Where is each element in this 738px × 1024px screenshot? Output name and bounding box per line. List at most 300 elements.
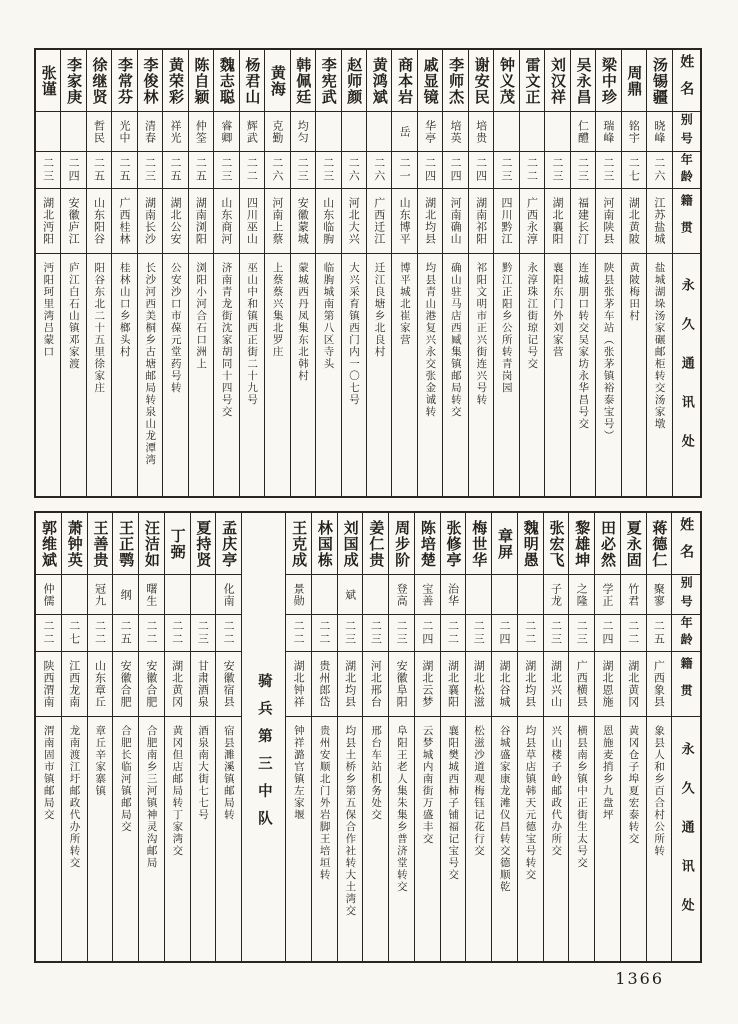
entry-name-text: 孟庆亭 [220,519,239,568]
entry-alias [569,575,594,615]
entry-alias-text: 登高 [395,582,409,607]
entry-address-text: 钟祥潞官镇左家堰 [292,725,305,821]
entry-column [311,513,337,961]
entry-address [87,254,111,496]
header-column [671,513,700,961]
entry-alias-text: 瑞峰 [601,119,615,144]
entry-age [647,152,671,189]
entry-name [622,50,646,112]
entry-age [544,615,569,652]
entry-alias [291,112,315,152]
entry-age-text: 二三 [601,157,615,183]
header-name-text: 姓名 [678,53,695,108]
entry-age-text: 二三 [576,157,590,183]
entry-address-text: 阳谷东北二十五里徐家庄 [93,262,106,394]
entry-column [465,513,491,961]
entry-name-text: 章屏 [496,527,515,560]
entry-alias [520,112,544,152]
entry-name-text: 李常芬 [116,56,135,105]
entry-origin [191,652,216,717]
entry-name [342,50,366,112]
header-address-text: 永久通讯处 [678,277,694,473]
entry-origin [544,652,569,717]
entry-age-text: 二三 [143,157,157,183]
entry-address [622,254,646,496]
entry-column [285,513,311,961]
entry-alias [466,575,491,615]
entry-alias-text: 睿卿 [219,119,233,144]
entry-address-text: 黄陂梅田村 [628,262,641,322]
entry-name [165,513,190,575]
entry-origin-text: 贵州郎岱 [317,660,331,708]
entry-age-text: 二一 [398,157,412,183]
entry-alias-text: 子龙 [549,582,563,607]
entry-age-text: 二四 [498,620,512,646]
entry-age [61,152,85,189]
entry-name [569,513,594,575]
entry-address-text: 云梦城内南街万盛丰交 [421,725,434,845]
entry-alias [214,112,238,152]
entry-column [621,50,646,496]
entry-address [216,717,241,961]
entry-alias-text: 光中 [118,119,132,144]
entry-column [646,50,671,496]
entry-origin-text: 湖北公安 [168,197,182,245]
entry-address-text: 黔江正阳乡公所转青岗园 [500,262,513,394]
entry-address-text: 襄阳东门外刘家营 [551,262,564,358]
entry-name [596,50,620,112]
entry-origin [240,189,264,254]
entry-address [214,254,238,496]
entry-address [88,717,113,961]
entry-name [36,513,61,575]
entry-age-text: 二六 [270,157,284,183]
entry-address [466,717,491,961]
entry-name-text: 韩佩廷 [294,56,313,105]
entry-address [138,254,162,496]
entry-column [366,50,391,496]
entry-alias [544,575,569,615]
entry-name [545,50,569,112]
entry-alias [189,112,213,152]
entry-name [291,50,315,112]
section-divider-label-text: 骑兵第三中队 [255,672,272,838]
entry-origin-text: 安徽合肥 [144,660,158,708]
entry-address [647,254,671,496]
entry-origin [569,652,594,717]
entry-age [595,615,620,652]
entry-age [36,152,60,189]
entry-origin [494,189,518,254]
entry-name-text: 徐继贤 [90,56,109,105]
entry-address [389,717,414,961]
entry-alias-text: 竹君 [626,582,640,607]
entry-alias [415,575,440,615]
entry-age [389,615,414,652]
entry-alias [518,575,543,615]
entry-age [338,615,363,652]
entry-origin-text: 湖北钟祥 [292,660,306,708]
entry-name [520,50,544,112]
entry-alias-text: 曙生 [144,582,158,607]
entry-name-text: 夏永固 [624,519,643,568]
entry-address [286,717,311,961]
entry-origin-text: 山东博平 [398,197,412,245]
entry-alias [265,112,289,152]
entry-alias-text: 铭宇 [627,119,641,144]
entry-origin [342,189,366,254]
entry-name-text: 黄荣彩 [166,56,185,105]
entry-address-text: 黄冈但店邮局转丁家湾交 [171,725,184,857]
entry-origin-text: 河南确山 [449,197,463,245]
entry-age [518,615,543,652]
entry-age [596,152,620,189]
header-age [673,152,700,189]
entry-alias [571,112,595,152]
entry-name-text: 王正鹗 [117,519,136,568]
entry-age-text: 二三 [343,620,357,646]
entry-column [162,50,187,496]
entry-name-text: 林国栋 [315,519,334,568]
entry-name-text: 谢安民 [472,56,491,105]
section-divider-column [241,513,285,961]
entry-alias [216,575,241,615]
entry-address-text: 迁江良塘乡北良村 [373,262,386,358]
entry-name-text: 丁弼 [168,527,187,560]
entry-age-text: 二三 [321,157,335,183]
header-alias-text: 别号 [679,112,694,151]
header-address [673,254,700,496]
entry-name-text: 刘汉祥 [548,56,567,105]
entry-name [88,513,113,575]
entry-address-text: 均县土桥乡第五保合作社转大土湾交 [344,725,357,917]
entry-origin [286,652,311,717]
entry-alias [88,575,113,615]
entry-address-text: 松滋沙道观梅钰记花行交 [473,725,486,857]
entry-origin [139,652,164,717]
entry-alias-text: 均匀 [296,119,310,144]
entry-origin [36,652,61,717]
entry-alias [389,575,414,615]
entry-origin-text: 安徽阜阳 [395,660,409,708]
entry-name [286,513,311,575]
entry-age-text: 二六 [347,157,361,183]
entry-column [213,50,238,496]
entry-name-text: 赵师颜 [345,56,364,105]
entry-alias-text: 辉武 [245,119,259,144]
entry-alias [112,112,136,152]
entry-name [466,513,491,575]
entry-origin-text: 山东商河 [219,197,233,245]
entry-age [163,152,187,189]
entry-address-text: 恩施麦捎乡九盘坪 [601,725,614,821]
section-divider-label [242,513,285,961]
entry-address-text: 上蔡蔡兴集北罗庄 [271,262,284,358]
entry-age-text: 二七 [627,157,641,183]
entry-address-text: 庐江白石山镇邓家渡 [67,262,80,370]
entry-origin [138,189,162,254]
entry-name-text: 蒋德仁 [650,519,669,568]
entry-name [36,50,60,112]
entry-address [418,254,442,496]
entry-origin [595,652,620,717]
entry-origin-text: 安徽合肥 [119,660,133,708]
entry-alias [61,112,85,152]
entry-age [621,615,646,652]
entry-origin-text: 河南陕县 [601,197,615,245]
entry-age-text: 二四 [449,157,463,183]
entry-address [191,717,216,961]
entry-origin-text: 广西永淳 [525,197,539,245]
entry-origin [87,189,111,254]
entry-column [519,50,544,496]
entry-name [363,513,388,575]
entry-age [139,615,164,652]
entry-name-text: 黄海 [268,64,287,97]
entry-name [189,50,213,112]
entry-alias [621,575,646,615]
entry-age-text: 二四 [474,157,488,183]
entry-address [189,254,213,496]
entry-origin-text: 山东临朐 [321,197,335,245]
entry-age [418,152,442,189]
entry-origin [338,652,363,717]
entry-name [571,50,595,112]
entry-alias-text: 仲筌 [194,119,208,144]
entry-age-text: 二四 [600,620,614,646]
entry-address-text: 公安沙口市葆元堂药号转 [169,262,182,394]
entry-name [392,50,416,112]
entry-age-text: 二五 [168,157,182,183]
entry-name-text: 黎雄坤 [573,519,592,568]
entry-name-text: 张修亭 [444,519,463,568]
entry-origin [466,652,491,717]
entry-column [138,513,164,961]
entry-address-text: 谷城盛家康龙滩仪昌转交德顺乾 [498,725,511,893]
entry-origin-text: 山东章丘 [93,660,107,708]
entry-address-text: 盐城湖垛汤家碾邮柜转交汤家墩 [653,262,666,430]
entry-origin-text: 安徽宿县 [222,660,236,708]
entry-address [569,717,594,961]
entry-origin-text: 湖北恩施 [600,660,614,708]
entry-name-text: 梅世华 [470,519,489,568]
entry-name-text: 田必然 [598,519,617,568]
entry-origin [316,189,340,254]
entry-origin [596,189,620,254]
entry-alias [342,112,366,152]
header-alias [673,112,700,152]
header-age-text: 年龄 [679,616,694,650]
entry-alias [163,112,187,152]
entry-column [87,513,113,961]
entry-alias [596,112,620,152]
entry-name [62,513,87,575]
entry-column [315,50,340,496]
entry-alias [87,112,111,152]
entry-column [190,513,216,961]
entry-name-text: 周步阶 [393,519,412,568]
entry-address-text: 永淳珠江街琼记号交 [526,262,539,370]
entry-column [417,50,442,496]
entry-origin [165,652,190,717]
entry-alias [240,112,264,152]
header-name-text: 姓名 [678,516,695,571]
entry-origin [113,652,138,717]
entry-age-text: 二三 [500,157,514,183]
entry-column [112,513,138,961]
entry-origin-text: 河北大兴 [347,197,361,245]
entry-name [621,513,646,575]
entry-age [342,152,366,189]
entry-address [621,717,646,961]
entry-address-text: 陕县张茅车站（张茅镇裕泰宝号） [602,262,615,442]
entry-address [113,717,138,961]
entry-origin [291,189,315,254]
entry-address [520,254,544,496]
entry-age-text: 二五 [119,620,133,646]
entry-age [312,615,337,652]
entry-alias [338,575,363,615]
entry-column [337,513,363,961]
entry-column [36,50,60,496]
entry-origin-text: 江苏盐城 [652,197,666,245]
entry-alias [647,575,672,615]
entry-origin [214,189,238,254]
entry-origin-text: 湖北均县 [523,660,537,708]
header-column [672,50,700,496]
directory-table-bottom [34,511,702,963]
entry-origin-text: 广西桂林 [118,197,132,245]
entry-address-text: 沔阳珂里湾吕蒙口 [42,262,55,358]
entry-alias [392,112,416,152]
entry-name-text: 魏志聪 [217,56,236,105]
entry-name-text: 黄鸿斌 [370,56,389,105]
entry-origin [520,189,544,254]
entry-origin [88,652,113,717]
entry-name [544,513,569,575]
entry-address-text: 济南青龙街沈家胡同十四号交 [220,262,233,418]
entry-column [239,50,264,496]
entry-address [596,254,620,496]
entry-alias [443,112,467,152]
entry-alias-text: 仲儒 [41,582,55,607]
entry-age [466,615,491,652]
entry-name [191,513,216,575]
entry-origin [367,189,391,254]
header-alias [672,575,700,615]
header-address [672,717,700,961]
entry-column [290,50,315,496]
entry-age-text: 二二 [222,620,236,646]
entry-name [87,50,111,112]
entry-name [494,50,518,112]
entry-name [113,513,138,575]
entry-column [215,513,241,961]
entry-origin-text: 江西龙南 [67,660,81,708]
entry-alias-text: 哲民 [92,119,106,144]
entry-address-text: 长沙河西美桐乡古塘邮局转泉山龙潭湾 [144,262,157,466]
entry-age-text: 二三 [549,620,563,646]
entry-name-text: 杨君山 [243,56,262,105]
entry-address-text: 龙南渡江圩邮政代办所转交 [68,725,81,869]
entry-column [414,513,440,961]
entry-age-text: 二二 [523,620,537,646]
entry-column [570,50,595,496]
entry-name-text: 李俊林 [141,56,160,105]
entry-origin-text: 河北邢台 [369,660,383,708]
entry-address [571,254,595,496]
entry-name [492,513,517,575]
entry-name-text: 萧钟英 [65,519,84,568]
entry-age-text: 二二 [525,157,539,183]
entry-age-text: 二三 [575,620,589,646]
entry-age-text: 二二 [317,620,331,646]
entry-alias-text: 培贵 [474,119,488,144]
entry-address [595,717,620,961]
entry-name-text: 夏持贤 [194,519,213,568]
entry-name-text: 张宏飞 [547,519,566,568]
entry-address [312,717,337,961]
entry-origin [216,652,241,717]
entry-alias-text: 景勋 [292,582,306,607]
entry-origin-text: 湖南祁阳 [474,197,488,245]
entry-origin [415,652,440,717]
entry-address-text: 阜阳王老人集朱集乡普济堂转交 [395,725,408,893]
entry-age [622,152,646,189]
entry-alias [418,112,442,152]
entry-address [492,717,517,961]
entry-origin-text: 湖南长沙 [143,197,157,245]
entry-age-text: 二二 [93,620,107,646]
entry-age-text: 二三 [219,157,233,183]
entry-address-text: 襄阳樊城西柿子铺福记宝号交 [447,725,460,881]
entry-name [415,513,440,575]
entry-alias [312,575,337,615]
entry-name-text: 吴永昌 [574,56,593,105]
entry-name-text: 雷文正 [523,56,542,105]
entry-name-text: 王克成 [290,519,309,568]
entry-name-text: 刘国成 [341,519,360,568]
entry-origin-text: 湖北松滋 [472,660,486,708]
entry-origin-text: 湖北襄阳 [446,660,460,708]
header-age-text: 年龄 [679,153,694,187]
entry-origin-text: 湖北黄陂 [627,197,641,245]
entry-name [389,513,414,575]
header-name [673,50,700,112]
entry-address-text: 章丘辛家寨镇 [94,725,107,797]
entry-alias [36,112,60,152]
entry-alias [367,112,391,152]
entry-alias [139,575,164,615]
header-origin-text: 籍贯 [679,194,694,248]
entry-alias-text: 宝善 [420,582,434,607]
entry-origin [621,652,646,717]
entry-address [415,717,440,961]
entry-age [112,152,136,189]
entry-alias [595,575,620,615]
entry-origin [312,652,337,717]
entry-name [316,50,340,112]
entry-origin-text: 湖北均县 [423,197,437,245]
entry-age-text: 二三 [472,620,486,646]
entry-name [469,50,493,112]
entry-name [312,513,337,575]
entry-origin-text: 湖南浏阳 [194,197,208,245]
entry-name [265,50,289,112]
entry-name [595,513,620,575]
entry-origin-text: 甘肃酒泉 [196,660,210,708]
entry-alias-text: 聚寥 [652,582,666,607]
